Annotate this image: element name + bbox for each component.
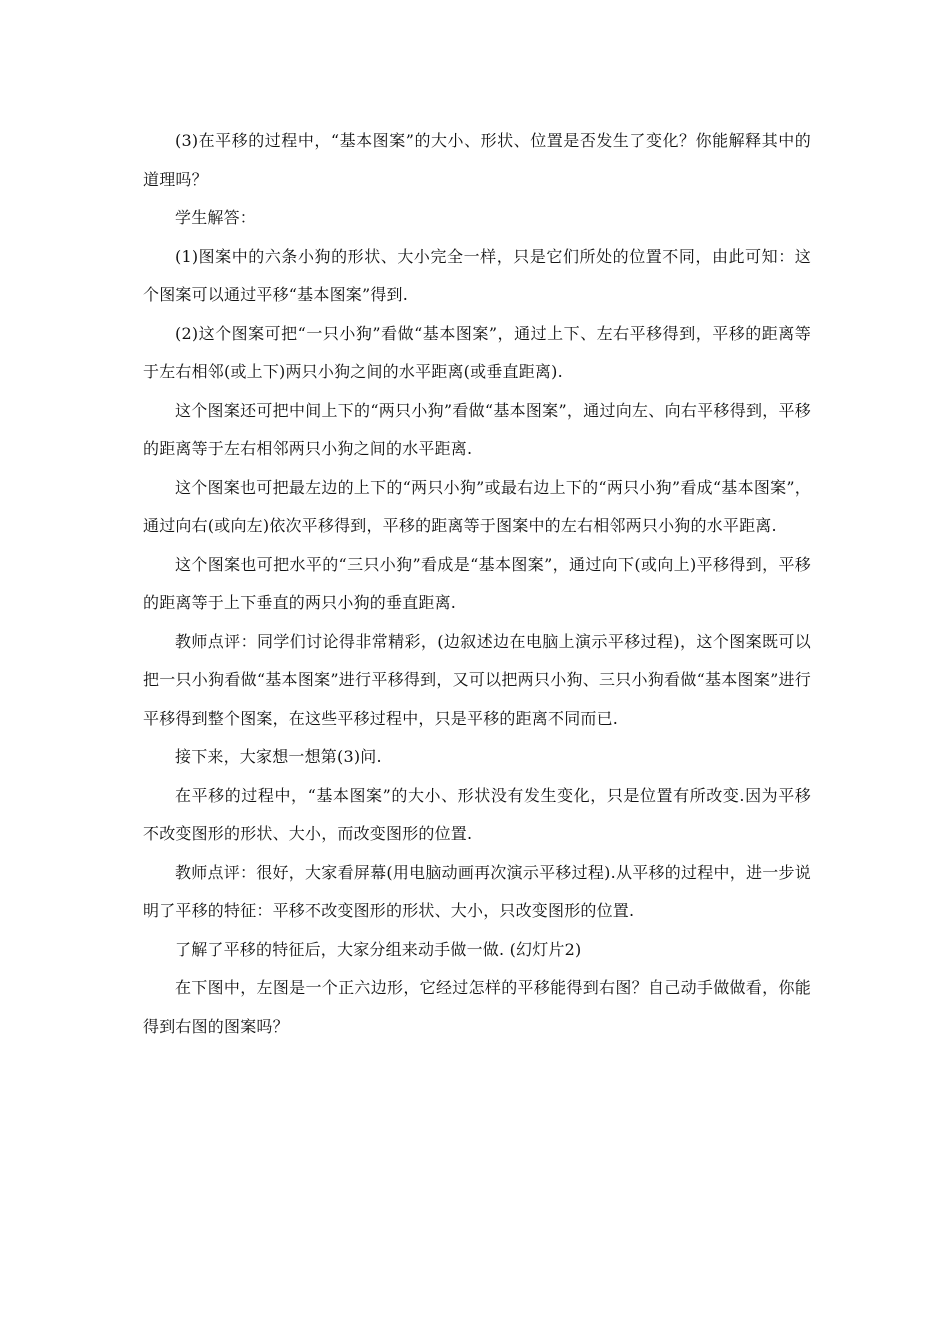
group-activity-paragraph: 了解了平移的特征后，大家分组来动手做一做. (幻灯片2) — [175, 939, 582, 959]
answer-3-paragraph: 在平移的过程中，“基本图案”的大小、形状没有发生变化，只是位置有所改变.因为平移不改变图形的形状、大小，而改变图形的位置. — [143, 785, 811, 843]
question-3-prompt-paragraph: 接下来，大家想一想第(3)问. — [175, 747, 382, 766]
three-dogs-paragraph: 这个图案也可把水平的“三只小狗”看成是“基本图案”，通过向下(或向上)平移得到，平移的距离等于上下垂直的两只小狗的垂直距离. — [143, 554, 811, 612]
hexagon-question-paragraph: 在下图中，左图是一个正六边形，它经过怎样的平移能得到右图？自己动手做做看，你能得到右图的图案吗？ — [143, 978, 811, 1036]
answer-2-paragraph: (2)这个图案可把“一只小狗”看做“基本图案”，通过上下、左右平移得到，平移的距离等于左右相邻(或上下)两只小狗之间的水平距离(或垂直距离). — [143, 323, 811, 381]
teacher-comment-2-paragraph: 教师点评：很好，大家看屏幕(用电脑动画再次演示平移过程).从平移的过程中，进一步说明了平移的特征：平移不改变图形的形状、大小，只改变图形的位置. — [143, 862, 811, 920]
answer-1-paragraph: (1)图案中的六条小狗的形状、大小完全一样，只是它们所处的位置不同，由此可知：这个图案可以通过平移“基本图案”得到. — [143, 246, 811, 304]
question-3-paragraph: (3)在平移的过程中，“基本图案”的大小、形状、位置是否发生了变化？你能解释其中的道理吗？ — [143, 131, 811, 189]
edge-dogs-paragraph: 这个图案也可把最左边的上下的“两只小狗”或最右边上下的“两只小狗”看成“基本图案”，通过向右(或向左)依次平移得到，平移的距离等于图案中的左右相邻两只小狗的水平距离. — [143, 477, 811, 535]
student-answer-heading: 学生解答： — [175, 208, 257, 227]
two-dogs-horizontal-paragraph: 这个图案还可把中间上下的“两只小狗”看做“基本图案”，通过向左、向右平移得到，平移的距离等于左右相邻两只小狗之间的水平距离. — [143, 400, 811, 458]
teacher-comment-1-paragraph: 教师点评：同学们讨论得非常精彩，(边叙述边在电脑上演示平移过程)，这个图案既可以把一只小狗看做“基本图案”进行平移得到，又可以把两只小狗、三只小狗看做“基本图案”进行平移得到整个图案，在这些平移过程中，只是平移的距离不同而已. — [143, 631, 811, 728]
document-body — [143, 122, 811, 1046]
